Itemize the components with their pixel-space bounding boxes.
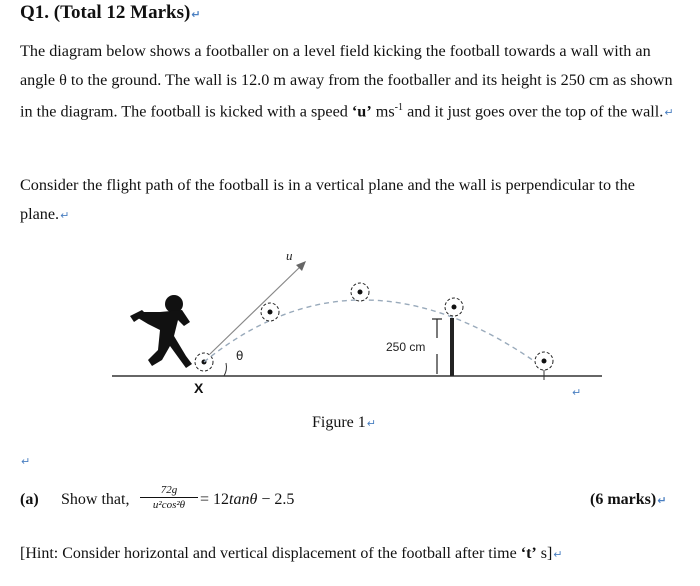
speed-symbol: ‘u’: [351, 102, 372, 121]
football-flight-1: [261, 303, 279, 321]
description-text-start: The diagram below shows a footballer on a level field kicking the football towards a wall with an angle θ to the ground. The wall is 12.0 m away from the footballer and its height is 250 cm as shown in the diagram. The football is kicked with a speed: [20, 42, 673, 121]
part-a-marks: [590, 491, 666, 509]
hint-text-end: s]: [536, 545, 553, 562]
football-flight-2: [351, 283, 369, 301]
wall-height-dimension: [432, 319, 442, 374]
assumption-paragraph: [20, 171, 680, 230]
hint-text-start: [Hint: Consider horizontal and vertical displacement of the football after time: [20, 545, 521, 562]
fraction-denominator: u²cos²θ: [152, 499, 186, 511]
equation-constant: − 2.5: [257, 491, 295, 508]
paragraph-mark-icon: ↵: [191, 8, 201, 21]
start-point-label: X: [194, 380, 204, 396]
paragraph-mark-icon: ↵: [60, 208, 70, 222]
equation-right-side: [200, 491, 294, 509]
part-a-label: (a): [20, 491, 39, 508]
speed-unit: ms: [371, 102, 395, 121]
equation-tan-term: tanθ: [229, 491, 258, 508]
wall: [450, 318, 454, 376]
paragraph-mark-icon: ↵: [657, 494, 667, 507]
assumption-text: Consider the flight path of the football is in a vertical plane and the wall is perpendicular to the plane.: [20, 176, 635, 223]
paragraph-mark-icon: ↵: [21, 455, 31, 468]
equation-fraction: [140, 484, 198, 511]
description-text-end: and it just goes over the top of the wall.: [403, 102, 664, 121]
figure-caption: [312, 414, 376, 432]
trajectory-diagram: [100, 240, 620, 400]
question-title: [20, 2, 201, 24]
angle-arc: [224, 363, 226, 376]
speed-unit-exponent: -1: [394, 102, 404, 113]
velocity-arrow: [210, 265, 302, 354]
paragraph-mark-icon: ↵: [366, 417, 376, 430]
part-a-marks-text: (6 marks): [590, 491, 657, 508]
hint-line: [20, 545, 563, 563]
part-a-lead-text: Show that,: [61, 491, 130, 508]
angle-label: θ: [236, 349, 244, 363]
empty-paragraph-mark: [20, 452, 30, 470]
football-over-wall: [445, 298, 463, 316]
fraction-numerator: 72g: [140, 484, 198, 498]
footballer-silhouette: [130, 295, 192, 368]
paragraph-mark-icon: ↵: [553, 548, 563, 561]
question-title-text: Q1. (Total 12 Marks): [20, 2, 191, 23]
problem-description: [20, 37, 680, 128]
velocity-label: u: [286, 248, 293, 263]
hint-time-symbol: ‘t’: [520, 545, 537, 562]
paragraph-mark-icon: ↵: [664, 106, 674, 120]
wall-height-label: 250 cm: [386, 340, 426, 354]
figure-caption-text: Figure 1: [312, 414, 366, 431]
equation-equals: = 12: [200, 491, 230, 508]
paragraph-mark-icon: ↵: [572, 386, 582, 399]
